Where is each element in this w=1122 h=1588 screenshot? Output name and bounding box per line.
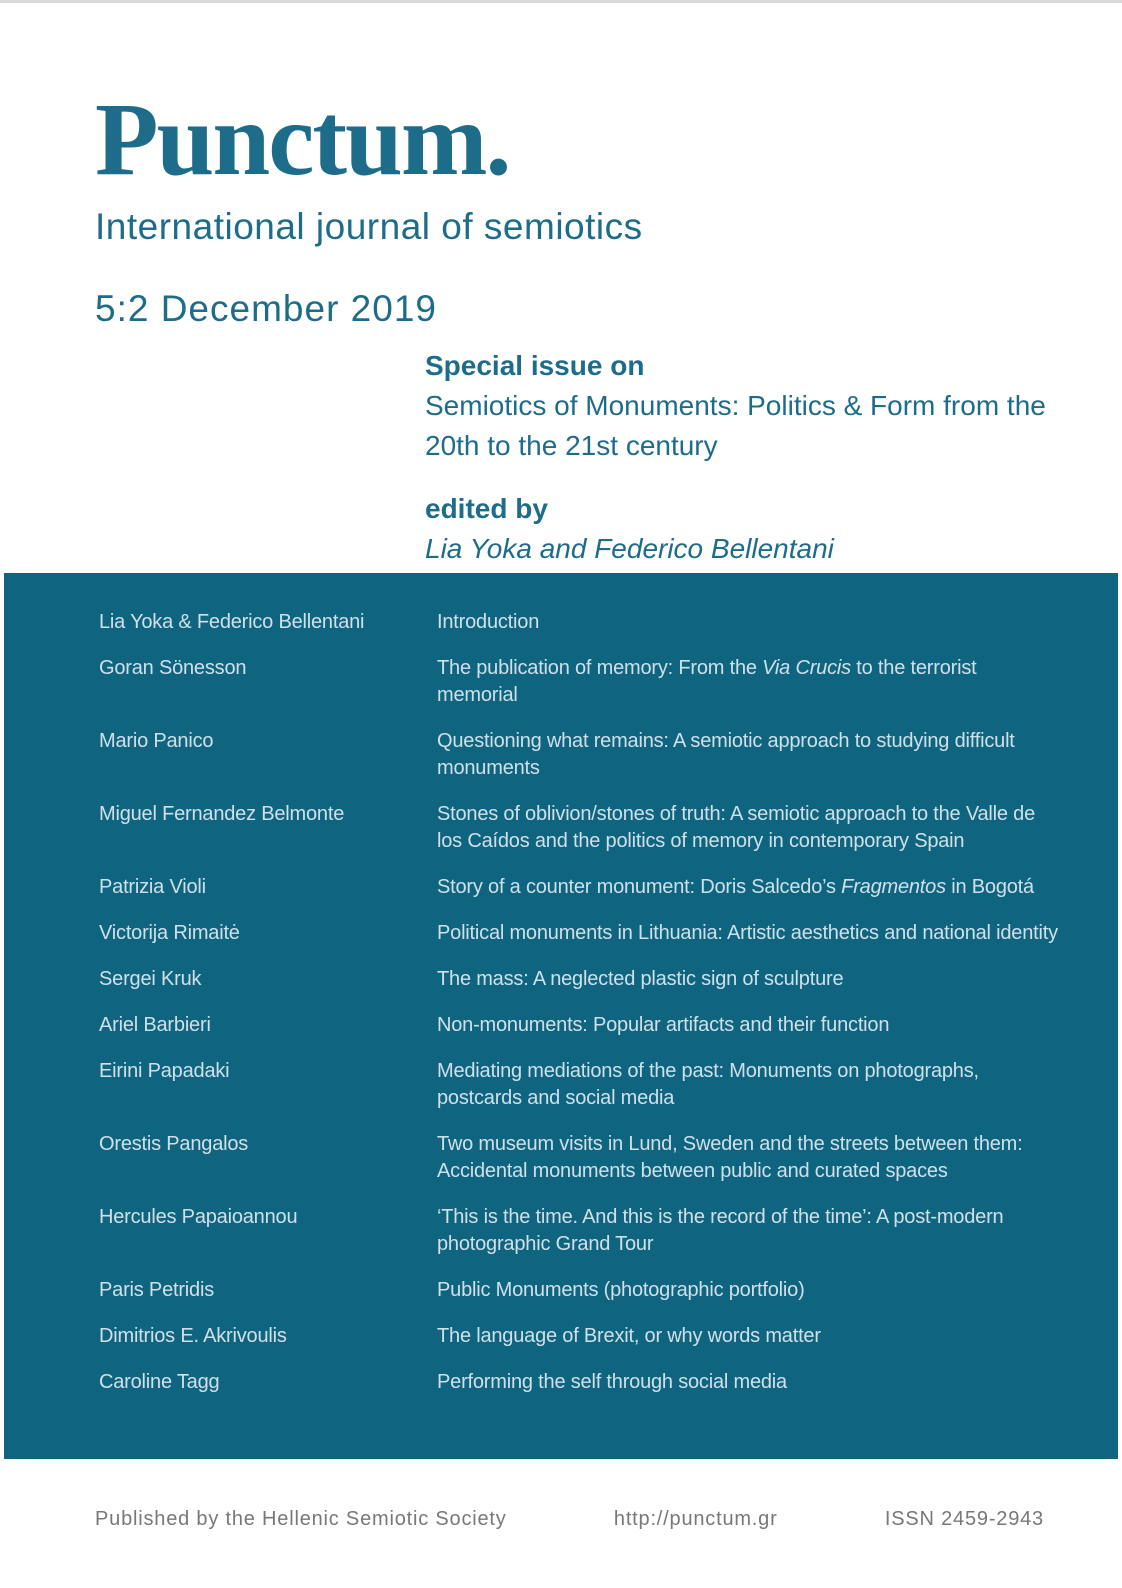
table-row [99, 609, 1118, 636]
toc-title: Public Monuments (photographic portfolio) [437, 1279, 805, 1301]
toc-title: The mass: A neglected plastic sign of sculpture [437, 968, 844, 990]
toc-author: Eirini Papadaki [99, 1060, 230, 1082]
journal-title: Punctum. [95, 82, 510, 197]
edited-by-label: edited by [425, 493, 548, 524]
table-row [99, 1058, 1118, 1112]
table-row [99, 655, 1118, 709]
toc-author: Hercules Papaioannou [99, 1206, 298, 1228]
table-row [99, 1012, 1118, 1039]
journal-subtitle: International journal of semiotics [95, 206, 643, 247]
special-issue-block [425, 346, 1050, 569]
toc-title: Stones of oblivion/stones of truth: A semiotic approach to the Valle de los Caídos and the politics of memory in contemporary Spain [437, 803, 1036, 852]
toc-title: Non-monuments: Popular artifacts and their function [437, 1014, 890, 1036]
toc-author: Dimitrios E. Akrivoulis [99, 1325, 287, 1347]
toc-author: Caroline Tagg [99, 1371, 220, 1393]
toc-author: Orestis Pangalos [99, 1133, 249, 1155]
table-row [99, 920, 1118, 947]
toc-author: Lia Yoka & Federico Bellentani [99, 611, 365, 633]
publisher-text: Published by the Hellenic Semiotic Society [95, 1508, 507, 1530]
toc-title: ‘This is the time. And this is the record of the time’: A post-modern photographic Grand Tour [437, 1206, 1004, 1255]
toc-title: Political monuments in Lithuania: Artistic aesthetics and national identity [437, 922, 1058, 944]
toc-title: The language of Brexit, or why words matter [437, 1325, 821, 1347]
toc-title: Mediating mediations of the past: Monuments on photographs, postcards and social media [437, 1060, 979, 1109]
toc-author: Goran Sönesson [99, 657, 247, 679]
toc-list [99, 609, 1118, 1396]
table-row [99, 1204, 1118, 1258]
issn-text: ISSN 2459-2943 [884, 1508, 1044, 1530]
table-row [99, 728, 1118, 782]
toc-title: Two museum visits in Lund, Sweden and the streets between them: Accidental monuments between public and curated spaces [437, 1133, 1023, 1182]
masthead [0, 3, 1122, 573]
toc-author: Patrizia Violi [99, 876, 206, 898]
toc-title: The publication of memory: From the Via Crucis to the terrorist memorial [437, 657, 977, 706]
toc-author: Victorija Rimaitė [99, 922, 240, 944]
special-issue-title: Semiotics of Monuments: Politics & Form from the 20th to the 21st century [425, 390, 1046, 461]
issue-number: 5:2 December 2019 [95, 288, 437, 329]
toc-title: Questioning what remains: A semiotic approach to studying difficult monuments [437, 730, 1015, 779]
toc-author: Sergei Kruk [99, 968, 202, 990]
special-issue-label: Special issue on [425, 350, 645, 381]
table-row [99, 1369, 1118, 1396]
editors-names: Lia Yoka and Federico Bellentani [425, 533, 834, 564]
table-row [99, 1131, 1118, 1185]
toc-author: Miguel Fernandez Belmonte [99, 803, 345, 825]
toc-title: Performing the self through social media [437, 1371, 787, 1393]
table-row [99, 1323, 1118, 1350]
toc-author: Paris Petridis [99, 1279, 215, 1301]
table-of-contents [4, 573, 1118, 1459]
toc-title: Introduction [437, 611, 540, 633]
footer [0, 1459, 1122, 1531]
toc-title: Story of a counter monument: Doris Salcedo’s Fragmentos in Bogotá [437, 876, 1034, 898]
toc-author: Ariel Barbieri [99, 1014, 211, 1036]
table-row [99, 874, 1118, 901]
table-row [99, 1277, 1118, 1304]
toc-author: Mario Panico [99, 730, 214, 752]
table-row [99, 801, 1118, 855]
table-row [99, 966, 1118, 993]
journal-url[interactable]: http://punctum.gr [613, 1508, 778, 1530]
